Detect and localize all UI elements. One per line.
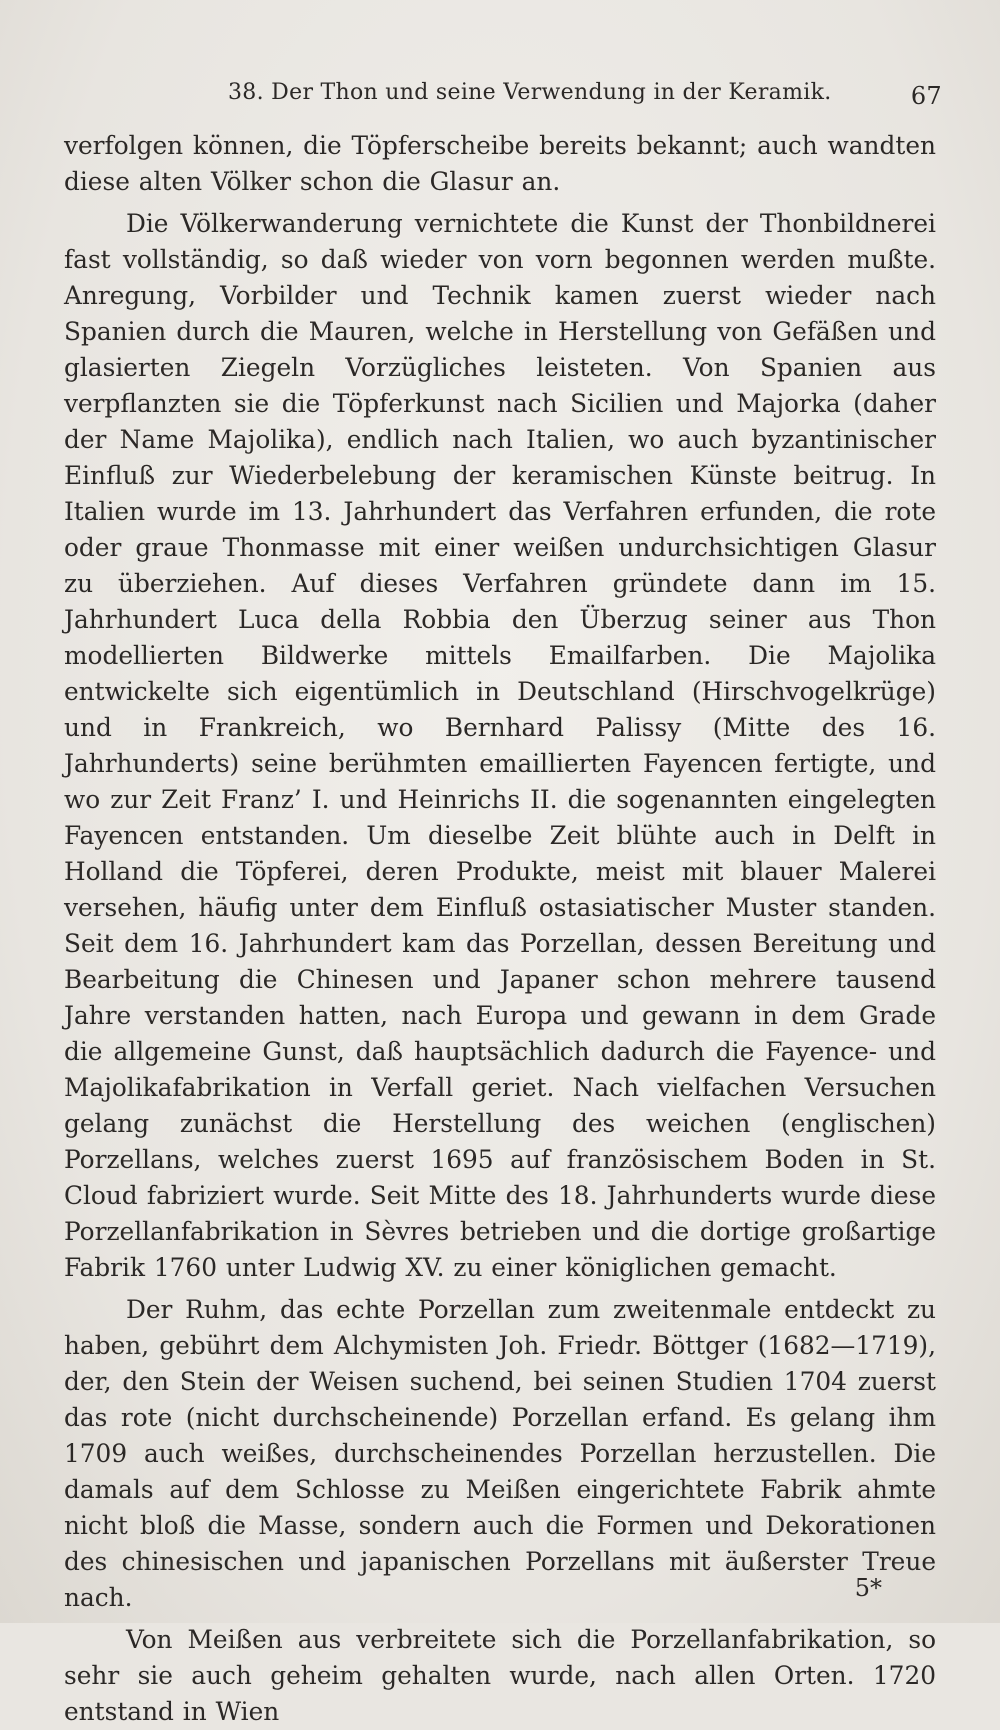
running-header xyxy=(60,78,942,114)
paragraph-3: Der Ruhm, das echte Porzellan zum zweitenmale entdeckt zu haben, gebührt dem Alchymisten Joh. Friedr. Böttger (1682—1719), der, den Stein der Weisen suchend, bei seinen Studien 1704 zuerst das rote (nicht durchscheinende) Porzellan erfand. Es gelang ihm 1709 auch weißes, durchscheinendes Porzellan herzustellen. Die damals auf dem Schlosse zu Meißen eingerichtete Fabrik ahmte nicht bloß die Masse, sondern auch die Formen und Dekorationen des chinesischen und japanischen Porzellans mit äußerster Treue nach. xyxy=(64,1295,936,1612)
signature-mark: 5* xyxy=(854,1574,882,1602)
paragraph-1: verfolgen können, die Töpferscheibe bereits bekannt; auch wandten diese alten Völker schon die Glasur an. xyxy=(64,131,936,196)
page-number: 67 xyxy=(910,82,942,110)
chapter-title: 38. Der Thon und seine Verwendung in der Keramik. xyxy=(228,80,832,105)
paragraph-4: Von Meißen aus verbreitete sich die Porzellanfabrikation, so sehr sie auch geheim gehalten wurde, nach allen Orten. 1720 entstand in Wien xyxy=(64,1625,936,1726)
body-text xyxy=(64,128,936,1730)
paragraph-2: Die Völkerwanderung vernichtete die Kunst der Thonbildnerei fast vollständig, so daß wieder von vorn begonnen werden mußte. Anregung, Vorbilder und Technik kamen zuerst wieder nach Spanien durch die Mauren, welche in Herstellung von Gefäßen und glasierten Ziegeln Vorzügliches leisteten. Von Spanien aus verpflanzten sie die Töpferkunst nach Sicilien und Majorka (daher der Name Majolika), endlich nach Italien, wo auch byzantinischer Einfluß zur Wiederbelebung der keramischen Künste beitrug. In Italien wurde im 13. Jahrhundert das Verfahren erfunden, die rote oder graue Thonmasse mit einer weißen undurchsichtigen Glasur zu überziehen. Auf dieses Verfahren gründete dann im 15. Jahrhundert Luca della Robbia den Überzug seiner aus Thon modellierten Bildwerke mittels Emailfarben. Die Majolika entwickelte sich eigentümlich in Deutschland (Hirschvogelkrüge) und in Frankreich, wo Bernhard Palissy (Mitte des 16. Jahrhunderts) seine berühmten emaillierten Fayencen fertigte, und wo zur Zeit Franz’ I. und Heinrichs II. die sogenannten eingelegten Fayencen entstanden. Um dieselbe Zeit blühte auch in Delft in Holland die Töpferei, deren Produkte, meist mit blauer Malerei versehen, häufig unter dem Einfluß ostasiatischer Muster standen. Seit dem 16. Jahrhundert kam das Porzellan, dessen Bereitung und Bearbeitung die Chinesen und Japaner schon mehrere tausend Jahre verstanden hatten, nach Europa und gewann in dem Grade die allgemeine Gunst, daß hauptsächlich dadurch die Fayence- und Majolikafabrikation in Verfall geriet. Nach vielfachen Versuchen gelang zunächst die Herstellung des weichen (englischen) Porzellans, welches zuerst 1695 auf französischem Boden in St. Cloud fabriziert wurde. Seit Mitte des 18. Jahrhunderts wurde diese Porzellanfabrikation in Sèvres betrieben und die dortige großartige Fabrik 1760 unter Ludwig XV. zu einer königlichen gemacht. xyxy=(64,209,936,1282)
